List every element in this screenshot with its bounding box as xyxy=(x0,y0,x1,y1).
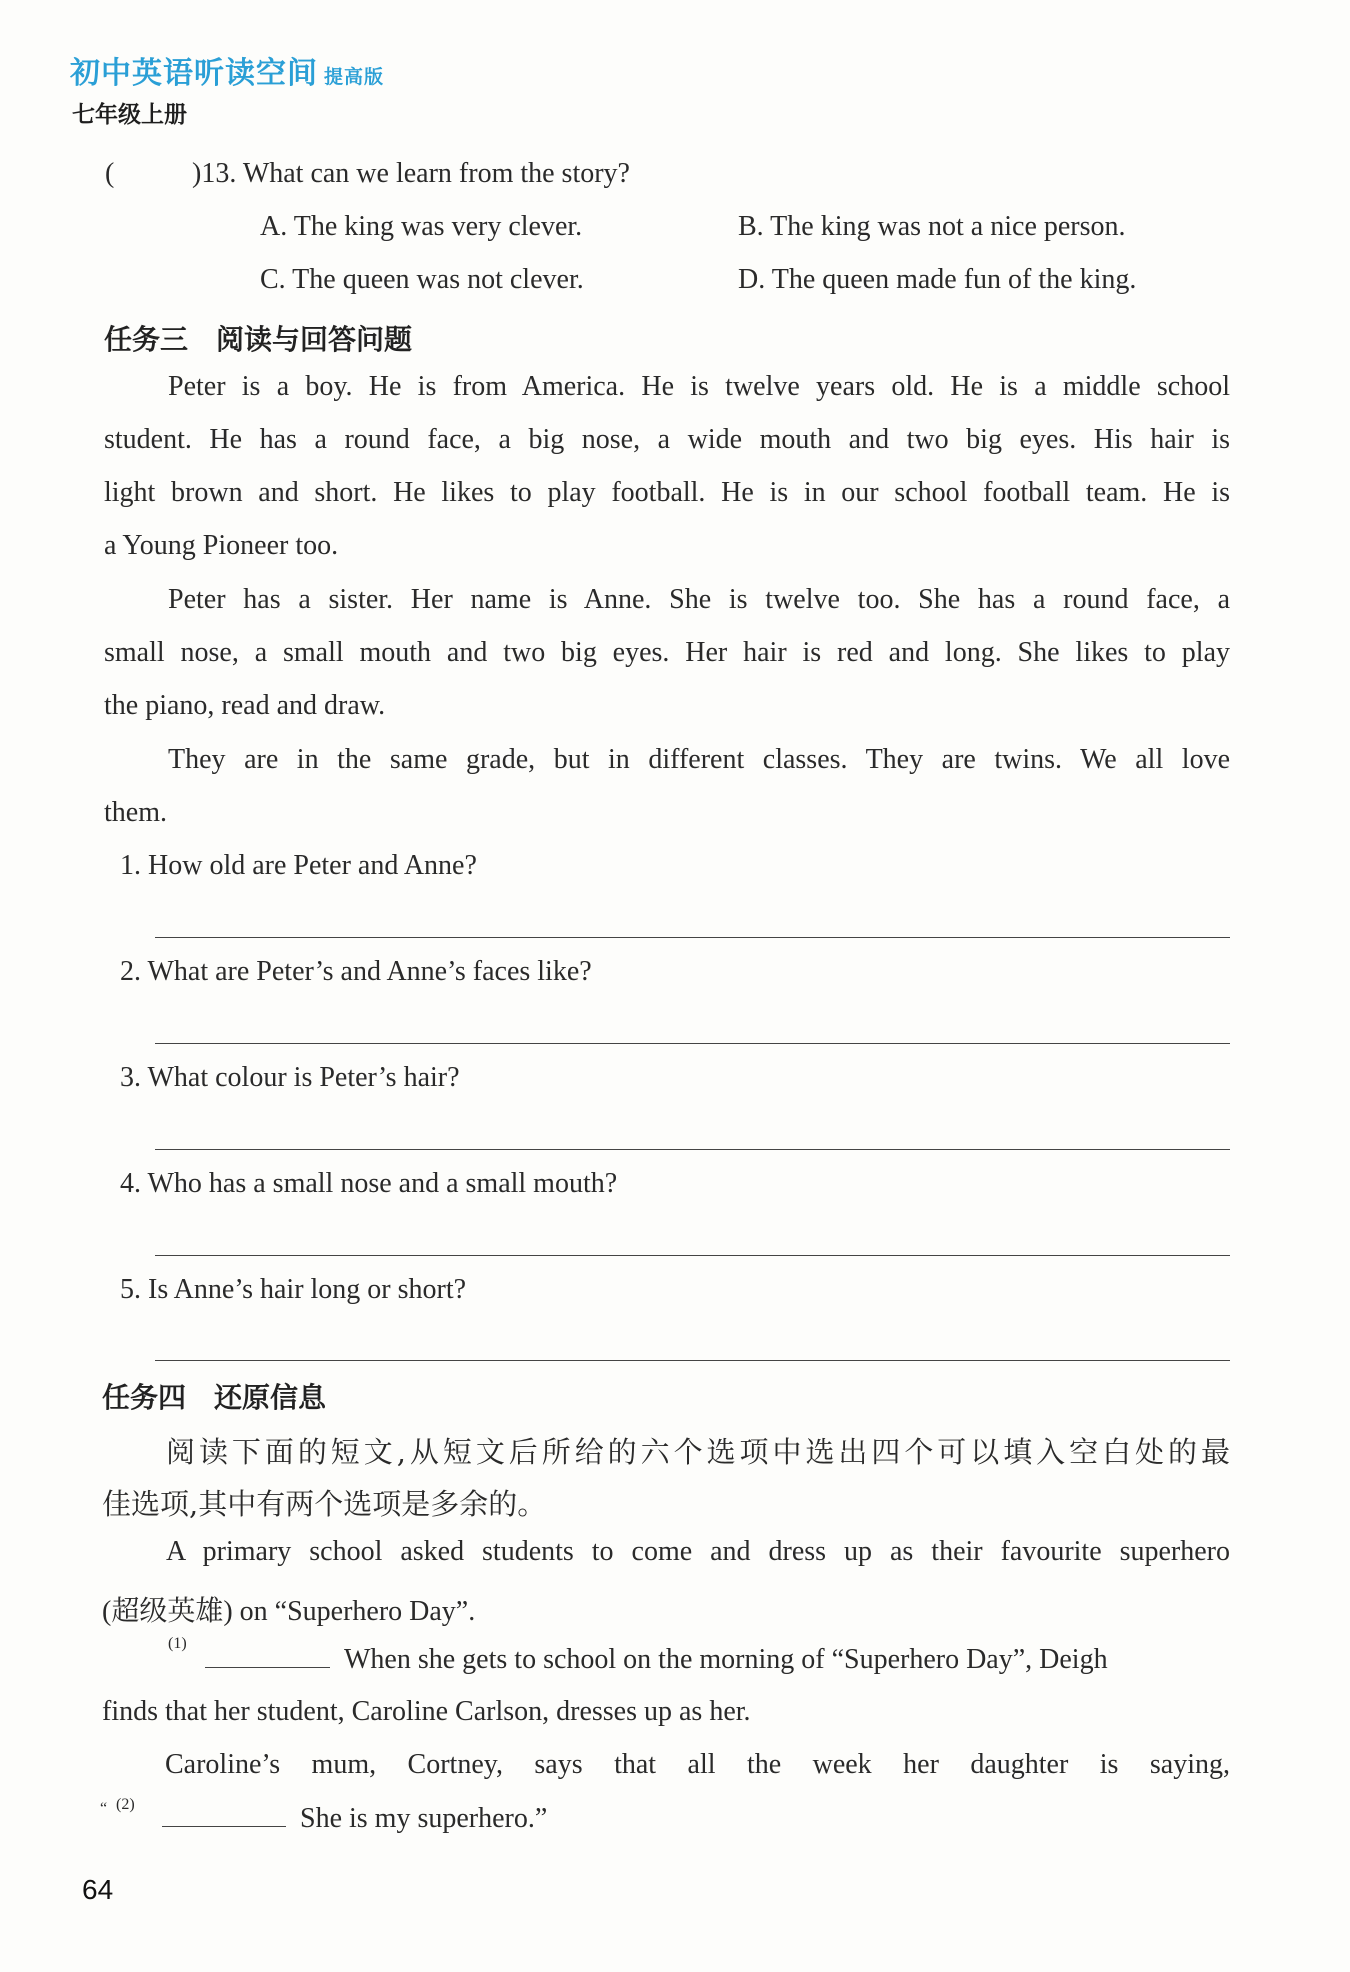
answer-line-3[interactable] xyxy=(155,1149,1230,1150)
book-title-text: 初中英语听读空间 xyxy=(70,56,318,91)
q13-option-c: C. The queen was not clever. xyxy=(260,264,584,295)
answer-line-4[interactable] xyxy=(155,1255,1230,1256)
blank-1[interactable] xyxy=(205,1643,330,1668)
page-number: 64 xyxy=(82,1874,114,1905)
edition-label: 提高版 xyxy=(324,66,385,88)
answer-line-5[interactable] xyxy=(155,1360,1230,1361)
blank-2-number: (2) xyxy=(116,1796,135,1813)
task4-p2-line2: finds that her student, Caroline Carlson, dresses up as her. xyxy=(102,1696,751,1727)
task3-p3-line1: They are in the same grade, but in different classes. They are twins. We all love xyxy=(168,744,1230,775)
task4-p3-line2: She is my superhero.” xyxy=(300,1803,548,1834)
task4-p1-line2: (超级英雄) on “Superhero Day”. xyxy=(102,1596,476,1627)
question-1: 1. How old are Peter and Anne? xyxy=(120,850,477,881)
task4-instruction-line1: 阅读下面的短文,从短文后所给的六个选项中选出四个可以填入空白处的最 xyxy=(166,1435,1230,1469)
task3-heading: 任务三 阅读与回答问题 xyxy=(104,323,413,356)
task3-p1-line4: a Young Pioneer too. xyxy=(104,530,339,561)
task3-p2-line1: Peter has a sister. Her name is Anne. She is twelve too. She has a round face, a xyxy=(168,584,1230,615)
question-4: 4. Who has a small nose and a small mouth? xyxy=(120,1168,618,1199)
task3-p3-line2: them. xyxy=(104,797,167,828)
task4-p2-line1: When she gets to school on the morning of “Superhero Day”, Deigh xyxy=(344,1644,1108,1675)
task3-p2-line2: small nose, a small mouth and two big eyes. Her hair is red and long. She likes to play xyxy=(104,637,1230,668)
q13-option-a: A. The king was very clever. xyxy=(260,211,583,242)
question-3: 3. What colour is Peter’s hair? xyxy=(120,1062,460,1093)
task3-p1-line1: Peter is a boy. He is from America. He is twelve years old. He is a middle school xyxy=(168,371,1230,402)
task3-p1-line3: light brown and short. He likes to play football. He is in our school football team. He is xyxy=(104,477,1230,508)
task4-instruction-line2: 佳选项,其中有两个选项是多余的。 xyxy=(102,1487,547,1521)
question-2: 2. What are Peter’s and Anne’s faces like? xyxy=(120,956,592,987)
blank-2[interactable] xyxy=(162,1802,286,1827)
task4-heading: 任务四 还原信息 xyxy=(102,1381,327,1414)
blank-1-row xyxy=(205,1643,1108,1676)
answer-line-2[interactable] xyxy=(155,1043,1230,1044)
blank-2-quote: “ xyxy=(100,1800,108,1817)
q13-option-b: B. The king was not a nice person. xyxy=(738,211,1126,242)
task4-p1-line1: A primary school asked students to come and dress up as their favourite superhero xyxy=(166,1536,1230,1567)
task4-p3-line1: Caroline’s mum, Cortney, says that all the week her daughter is saying, xyxy=(165,1749,1230,1780)
blank-2-row xyxy=(162,1802,547,1835)
task3-p1-line2: student. He has a round face, a big nose, a wide mouth and two big eyes. His hair is xyxy=(104,424,1230,455)
volume-label: 七年级上册 xyxy=(72,101,187,128)
q13-stem: )13. What can we learn from the story? xyxy=(192,158,630,189)
task3-p2-line3: the piano, read and draw. xyxy=(104,690,386,721)
question-5: 5. Is Anne’s hair long or short? xyxy=(120,1274,467,1305)
q13-paren: ( xyxy=(105,158,115,189)
answer-line-1[interactable] xyxy=(155,937,1230,938)
book-title xyxy=(70,48,384,92)
blank-1-number: (1) xyxy=(168,1635,187,1652)
q13-option-d: D. The queen made fun of the king. xyxy=(738,264,1137,295)
